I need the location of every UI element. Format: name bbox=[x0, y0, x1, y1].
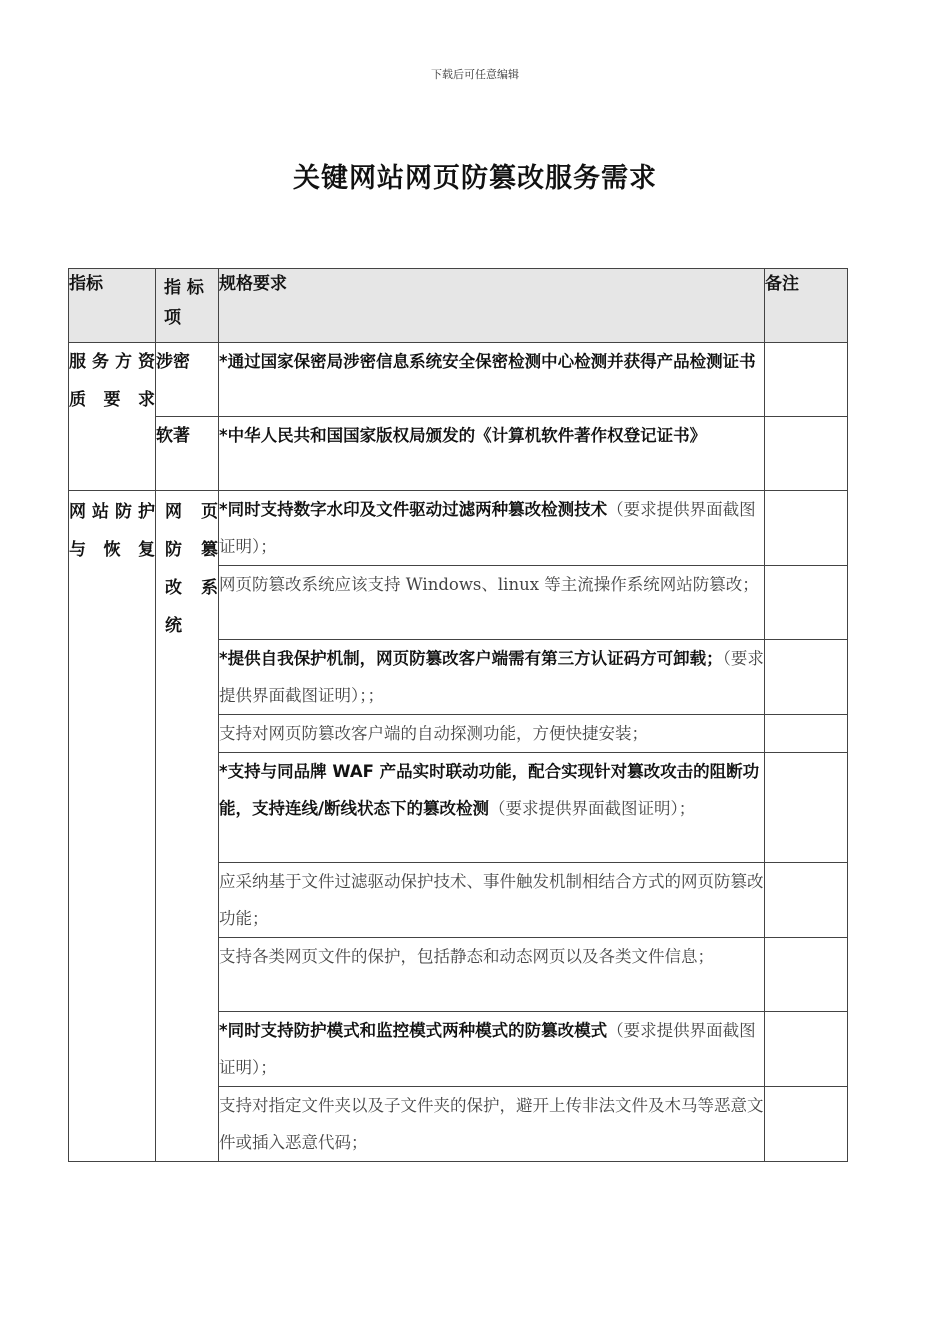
category-cell-qualification: 服 务 方 资 质 要 求 bbox=[69, 343, 156, 491]
remark-cell bbox=[765, 1012, 848, 1087]
remark-cell bbox=[765, 417, 848, 491]
remark-cell bbox=[765, 1087, 848, 1162]
spec-cell: *中华人民共和国国家版权局颁发的《计算机软件著作权登记证书》 bbox=[219, 417, 765, 491]
item-cell: 软著 bbox=[156, 417, 219, 491]
table-header-row bbox=[69, 269, 848, 343]
spec-cell: *通过国家保密局涉密信息系统安全保密检测中心检测并获得产品检测证书 bbox=[219, 343, 765, 417]
category-cell-protection: 网 站 防 护 与 恢 复 bbox=[69, 491, 156, 1162]
spec-cell: 支持各类网页文件的保护，包括静态和动态网页以及各类文件信息； bbox=[219, 938, 765, 1012]
spec-cell: 网页防篡改系统应该支持 Windows、linux 等主流操作系统网站防篡改； bbox=[219, 566, 765, 640]
spec-cell: *同时支持防护模式和监控模式两种模式的防篡改模式（要求提供界面截图证明）； bbox=[219, 1012, 765, 1087]
remark-cell bbox=[765, 640, 848, 715]
remark-cell bbox=[765, 753, 848, 863]
spec-cell: 支持对指定文件夹以及子文件夹的保护，避开上传非法文件及木马等恶意文件或插入恶意代码； bbox=[219, 1087, 765, 1162]
remark-cell bbox=[765, 566, 848, 640]
item-cell: 涉密 bbox=[156, 343, 219, 417]
remark-cell bbox=[765, 343, 848, 417]
remark-cell bbox=[765, 715, 848, 753]
header-spec: 规格要求 bbox=[219, 269, 765, 343]
document-title: 关键网站网页防篡改服务需求 bbox=[293, 163, 657, 194]
requirements-table bbox=[68, 268, 848, 1162]
header-note: 下载后可任意编辑 bbox=[431, 68, 519, 81]
remark-cell bbox=[765, 491, 848, 566]
remark-cell bbox=[765, 938, 848, 1012]
spec-cell: *支持与同品牌 WAF 产品实时联动功能，配合实现针对篡改攻击的阻断功能，支持连线/断线状态下的篡改检测（要求提供界面截图证明）； bbox=[219, 753, 765, 863]
header-indicator: 指标 bbox=[69, 269, 156, 343]
spec-cell: 支持对网页防篡改客户端的自动探测功能，方便快捷安装； bbox=[219, 715, 765, 753]
spec-cell: *提供自我保护机制，网页防篡改客户端需有第三方认证码方可卸载；（要求提供界面截图证明）；； bbox=[219, 640, 765, 715]
header-indicator-item: 指 标 项 bbox=[156, 269, 219, 343]
table-row bbox=[69, 417, 848, 491]
spec-cell: 应采纳基于文件过滤驱动保护技术、事件触发机制相结合方式的网页防篡改功能； bbox=[219, 863, 765, 938]
item-cell-tamper-system: 网 页 防 篡 改 系 统 bbox=[156, 491, 219, 1162]
spec-cell: *同时支持数字水印及文件驱动过滤两种篡改检测技术（要求提供界面截图证明）； bbox=[219, 491, 765, 566]
table-row bbox=[69, 491, 848, 566]
header-remark: 备注 bbox=[765, 269, 848, 343]
remark-cell bbox=[765, 863, 848, 938]
table-row bbox=[69, 343, 848, 417]
